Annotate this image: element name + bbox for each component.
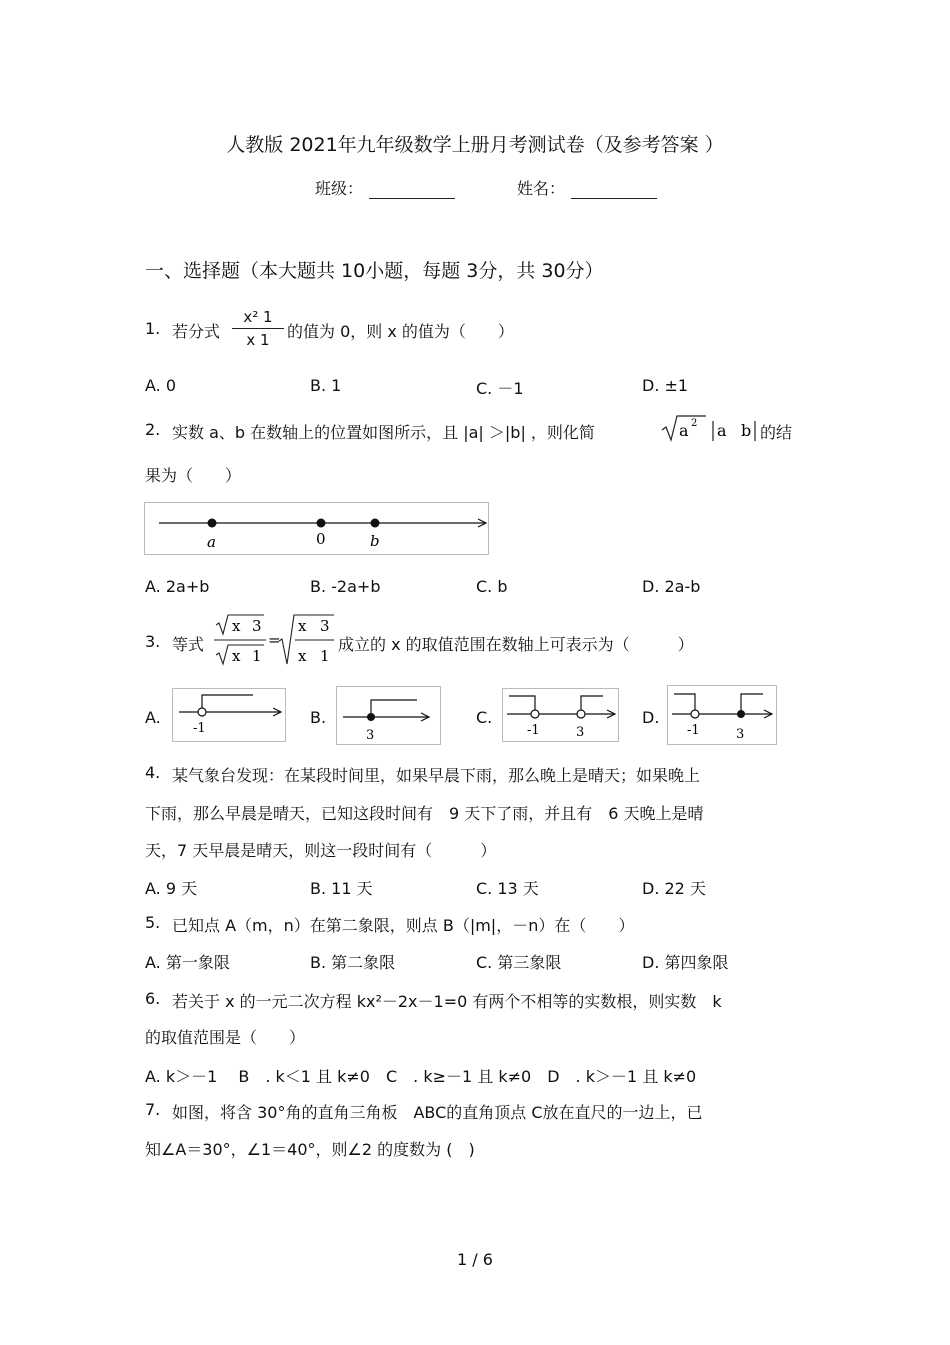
svg-text:1: 1	[252, 647, 262, 665]
svg-text:x: x	[298, 617, 307, 635]
q7-line2: 知∠A＝30°，∠1＝40°，则∠2 的度数为 ( )	[145, 1140, 475, 1159]
svg-text:a: a	[717, 421, 727, 440]
svg-text:a: a	[679, 421, 689, 440]
q6-line1: 若关于 x 的一元二次方程 kx²－2x－1=0 有两个不相等的实数根，则实数 k	[172, 992, 722, 1011]
q3-option-a-letter[interactable]: A.	[145, 708, 161, 727]
name-label: 姓名：	[517, 179, 566, 198]
q2-radical-expression	[660, 412, 760, 444]
q5-option-c[interactable]: C. 第三象限	[476, 953, 562, 972]
q2-line1-tail: 的结	[760, 423, 793, 442]
q4-number: 4.	[145, 763, 161, 782]
class-field	[315, 176, 455, 199]
closed-point	[737, 710, 745, 718]
document-title: 人教版 2021年九年级数学上册月考测试卷（及参考答案 ）	[226, 134, 724, 156]
q1-option-a[interactable]: A. 0	[145, 376, 177, 395]
q3-text-after: 成立的 x 的取值范围在数轴上可表示为（ ）	[338, 635, 694, 654]
q2-number: 2.	[145, 420, 161, 439]
page-number: 1 / 6	[457, 1250, 493, 1269]
svg-text:b: b	[741, 421, 752, 440]
label-3: 3	[366, 728, 375, 743]
q2-option-b[interactable]: B. -2a+b	[310, 577, 381, 596]
svg-text:x: x	[232, 647, 241, 665]
q4-option-c[interactable]: C. 13 天	[476, 879, 539, 898]
section-heading: 一、选择题（本大题共 10小题，每题 3分，共 30分）	[145, 260, 604, 282]
q1-text-after: 的值为 0，则 x 的值为（ ）	[287, 322, 514, 341]
open-point	[198, 708, 206, 716]
class-label: 班级：	[315, 179, 364, 198]
point-b	[371, 519, 380, 528]
q4-option-a[interactable]: A. 9 天	[145, 879, 198, 898]
q1-option-c[interactable]: C. －1	[476, 379, 524, 398]
q5-option-a[interactable]: A. 第一象限	[145, 953, 230, 972]
svg-text:2: 2	[691, 418, 698, 429]
q7-line1: 如图，将含 30°角的直角三角板 ABC的直角顶点 C放在直尺的一边上，已	[172, 1103, 703, 1122]
q3-option-c-figure[interactable]	[502, 688, 619, 742]
q2-number-line-figure	[144, 502, 489, 555]
label-neg1: -1	[527, 723, 540, 738]
q5-option-d[interactable]: D. 第四象限	[642, 953, 729, 972]
q2-option-c[interactable]: C. b	[476, 577, 508, 596]
label-b: b	[370, 532, 380, 550]
q4-option-d[interactable]: D. 22 天	[642, 879, 706, 898]
open-point	[691, 710, 699, 718]
point-zero	[317, 519, 326, 528]
q3-text-before: 等式	[172, 635, 205, 654]
name-field	[517, 176, 657, 199]
q4-line2: 下雨，那么早晨是晴天，已知这段时间有 9 天下了雨，并且有 6 天晚上是晴	[145, 804, 704, 823]
q4-line3: 天，7 天早晨是晴天，则这一段时间有（ ）	[145, 841, 497, 860]
svg-text:x: x	[298, 647, 307, 665]
q2-number-line	[145, 503, 488, 554]
label-neg1: -1	[687, 723, 700, 738]
label-neg1: -1	[193, 721, 206, 736]
svg-text:1: 1	[320, 647, 330, 665]
svg-text:=: =	[268, 631, 281, 649]
q2-option-d[interactable]: D. 2a-b	[642, 577, 701, 596]
q3-option-b-figure[interactable]	[336, 686, 441, 745]
q4-option-b[interactable]: B. 11 天	[310, 879, 373, 898]
q1-text-before: 若分式	[172, 322, 221, 341]
q3-equation	[212, 612, 337, 670]
q6-options[interactable]: A. k＞－1 B . k＜1 且 k≠0 C . k≥－1 且 k≠0 D . k＞－1 且 k≠0	[145, 1067, 697, 1086]
q3-option-d-letter[interactable]: D.	[642, 708, 660, 727]
label-3: 3	[736, 727, 745, 742]
name-blank[interactable]	[571, 180, 657, 199]
point-a	[208, 519, 217, 528]
q1-frac-num: x² 1	[243, 308, 273, 326]
q3-option-b-letter[interactable]: B.	[310, 708, 327, 727]
q3-option-c-letter[interactable]: C.	[476, 708, 493, 727]
q1-number: 1.	[145, 319, 161, 338]
label-zero: 0	[316, 530, 326, 548]
label-a: a	[207, 533, 216, 551]
open-point-left	[531, 710, 539, 718]
svg-text:x: x	[232, 617, 241, 635]
q6-number: 6.	[145, 989, 161, 1008]
q1-option-b[interactable]: B. 1	[310, 376, 342, 395]
q5-text: 已知点 A（m，n）在第二象限，则点 B（|m|，－n）在（ ）	[172, 916, 635, 935]
q3-option-a-figure[interactable]	[172, 688, 286, 742]
closed-point	[367, 713, 375, 721]
q2-line1: 实数 a、b 在数轴上的位置如图所示，且 |a| ＞|b| ，则化简	[172, 423, 595, 442]
class-blank[interactable]	[369, 180, 455, 199]
q1-option-d[interactable]: D. ±1	[642, 376, 689, 395]
q5-number: 5.	[145, 913, 161, 932]
q6-line2: 的取值范围是（ ）	[145, 1028, 306, 1047]
q5-option-b[interactable]: B. 第二象限	[310, 953, 396, 972]
label-3: 3	[576, 725, 585, 740]
q3-option-d-figure[interactable]	[667, 685, 777, 745]
svg-text:3: 3	[320, 617, 330, 635]
q2-line2: 果为（ ）	[145, 466, 242, 485]
q4-line1: 某气象台发现：在某段时间里，如果早晨下雨，那么晚上是晴天；如果晚上	[172, 766, 701, 785]
open-point-right	[577, 710, 585, 718]
q2-option-a[interactable]: A. 2a+b	[145, 577, 210, 596]
svg-text:3: 3	[252, 617, 262, 635]
q1-frac-den: x 1	[246, 331, 270, 349]
q7-number: 7.	[145, 1100, 161, 1119]
q1-fraction	[232, 308, 284, 349]
q3-number: 3.	[145, 632, 161, 651]
